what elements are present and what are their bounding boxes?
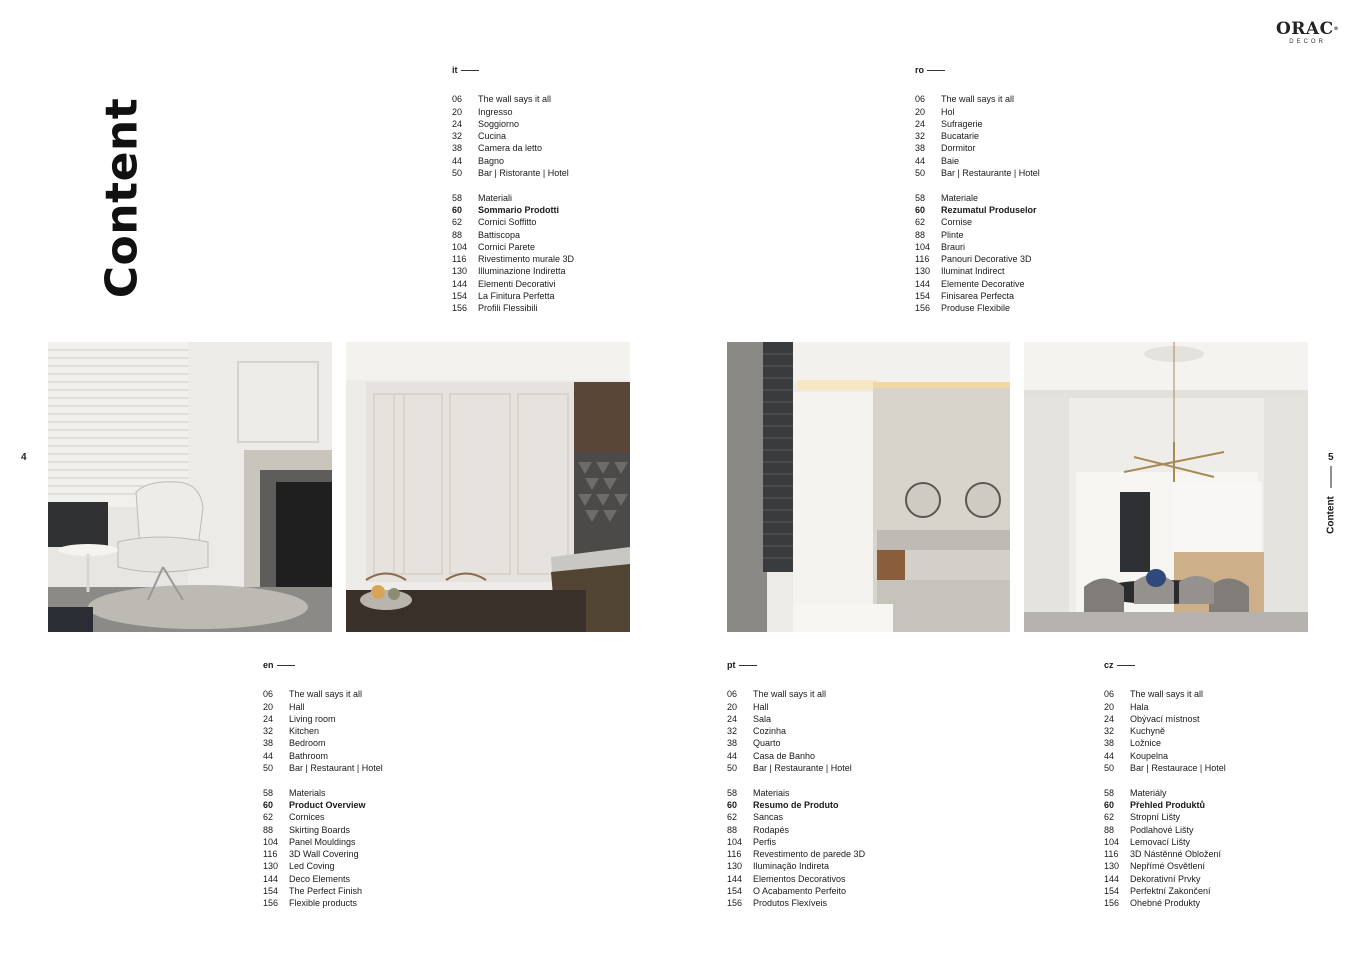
toc-entry — [915, 93, 1040, 105]
toc-entry — [263, 688, 383, 700]
toc-entry-label: Ložnice — [1130, 738, 1162, 749]
toc-entry — [727, 836, 865, 848]
toc-entry — [263, 824, 383, 836]
toc-entry-label: Podlahové Lišty — [1130, 824, 1194, 835]
toc-entry — [452, 241, 574, 253]
toc-entry-label: Hall — [289, 701, 305, 712]
toc-page-number: 50 — [727, 763, 738, 774]
toc-page-number: 38 — [1104, 738, 1115, 749]
toc-page-number: 116 — [1104, 849, 1119, 860]
toc-entry — [915, 241, 1040, 253]
toc-entry-label: Skirting Boards — [289, 824, 351, 835]
toc-entry — [452, 155, 574, 167]
toc-page-number: 58 — [915, 192, 926, 203]
toc-page-number: 24 — [263, 713, 274, 724]
toc-page-number: 44 — [452, 155, 463, 166]
toc-entry — [1104, 737, 1226, 749]
left-page-number: 4 — [21, 452, 27, 463]
toc-entry — [452, 106, 574, 118]
toc-entry-label: Hala — [1130, 701, 1149, 712]
toc-entry — [727, 848, 865, 860]
toc-entry — [452, 290, 574, 302]
toc-entry — [1104, 824, 1226, 836]
toc-page-number: 20 — [727, 701, 738, 712]
toc-page-number: 62 — [452, 217, 463, 228]
toc-entry — [727, 885, 865, 897]
toc-entry — [1104, 750, 1226, 762]
toc-entry-label: Iluminat Indirect — [941, 266, 1005, 277]
toc-entry-label: Koupelna — [1130, 750, 1169, 761]
toc-entry-label: Bar | Ristorante | Hotel — [478, 168, 569, 179]
toc-page-number: 130 — [915, 266, 931, 277]
toc-entry-label: Revestimento de parede 3D — [753, 849, 866, 860]
toc-entry-label: Materiali — [478, 192, 513, 203]
toc-entry-label: Perfis — [753, 836, 777, 847]
toc-entry — [263, 701, 383, 713]
toc-entry — [727, 725, 865, 737]
toc-entry-label: Dekorativní Prvky — [1130, 873, 1201, 884]
language-heading — [263, 659, 383, 671]
language-heading — [727, 659, 865, 671]
toc-page-number: 144 — [727, 873, 743, 884]
toc-entry — [263, 787, 383, 799]
toc-entry — [1104, 897, 1226, 909]
toc-entry — [727, 787, 865, 799]
toc-entry — [452, 130, 574, 142]
toc-page-number: 156 — [915, 303, 931, 314]
toc-entry — [1104, 713, 1226, 725]
toc-page-number: 60 — [263, 799, 274, 810]
toc-page-number: 38 — [263, 738, 274, 749]
toc-entry — [727, 897, 865, 909]
toc-entry — [263, 811, 383, 823]
toc-entry-label: Lemovací Lišty — [1130, 836, 1191, 847]
toc-page-number: 60 — [1104, 799, 1115, 810]
toc-entry — [452, 253, 574, 265]
toc-entry — [452, 204, 574, 216]
toc-entry-label: Bar | Restaurante | Hotel — [753, 763, 852, 774]
toc-page-number: 06 — [263, 689, 274, 700]
toc-ro — [915, 64, 1040, 315]
toc-entry-label: Battiscopa — [478, 229, 521, 240]
toc-page-number: 116 — [263, 849, 278, 860]
toc-entry — [452, 118, 574, 130]
toc-entry-label: Obývací místnost — [1130, 713, 1200, 724]
toc-entry — [263, 799, 383, 811]
toc-entry-label: Nepřímé Osvětlení — [1130, 861, 1206, 872]
toc-page-number: 130 — [452, 266, 468, 277]
toc-entry-label: La Finitura Perfetta — [478, 291, 555, 302]
toc-page-number: 88 — [452, 229, 463, 240]
toc-entry-label: Elementos Decorativos — [753, 873, 846, 884]
toc-pt — [727, 659, 865, 910]
toc-entry-label: Panouri Decorative 3D — [941, 254, 1032, 265]
toc-entry — [1104, 762, 1226, 774]
toc-entry-label: Kitchen — [289, 726, 320, 737]
toc-entry — [915, 155, 1040, 167]
toc-entry-label: Camera da letto — [478, 143, 543, 154]
toc-entry-label: Bar | Restaurant | Hotel — [289, 763, 383, 774]
toc-entry-label: Sufragerie — [941, 118, 983, 129]
toc-page-number: 32 — [1104, 726, 1115, 737]
toc-entry — [915, 216, 1040, 228]
side-content-label — [1326, 466, 1337, 534]
toc-page-number: 156 — [1104, 898, 1120, 909]
content-title: Content — [96, 97, 148, 299]
toc-entry — [263, 762, 383, 774]
toc-page-number: 06 — [452, 94, 463, 105]
toc-entry — [452, 216, 574, 228]
toc-entry-label: Materiály — [1130, 787, 1167, 798]
toc-page-number: 24 — [1104, 713, 1115, 724]
toc-page-number: 154 — [263, 886, 279, 897]
toc-entry-label: Hol — [941, 106, 955, 117]
toc-page-number: 88 — [263, 824, 274, 835]
toc-entry-label: The wall says it all — [941, 94, 1015, 105]
toc-entry — [1104, 885, 1226, 897]
toc-entry-label: Rivestimento murale 3D — [478, 254, 575, 265]
toc-page-number: 144 — [1104, 873, 1120, 884]
toc-page-number: 44 — [915, 155, 926, 166]
toc-entry — [263, 848, 383, 860]
toc-page-number: 20 — [915, 106, 926, 117]
toc-entry-label: Dormitor — [941, 143, 976, 154]
toc-entry-label: The Perfect Finish — [289, 886, 363, 897]
toc-entry — [1104, 688, 1226, 700]
toc-entry-label: Soggiorno — [478, 118, 520, 129]
toc-page-number: 154 — [1104, 886, 1120, 897]
toc-entry-label: Sala — [753, 713, 772, 724]
toc-entry-label: The wall says it all — [289, 689, 363, 700]
toc-page-number: 58 — [452, 192, 463, 203]
toc-page-number: 104 — [263, 836, 279, 847]
toc-page-number: 32 — [727, 726, 738, 737]
toc-page-number: 24 — [727, 713, 738, 724]
toc-entry-label: Deco Elements — [289, 873, 351, 884]
toc-entry — [915, 106, 1040, 118]
toc-page-number: 38 — [727, 738, 738, 749]
toc-page-number: 58 — [263, 787, 274, 798]
toc-it — [452, 64, 574, 315]
toc-entry — [452, 265, 574, 277]
toc-entry — [263, 713, 383, 725]
toc-page-number: 116 — [727, 849, 742, 860]
toc-entry-label: O Acabamento Perfeito — [753, 886, 847, 897]
toc-group-gap — [727, 774, 865, 786]
toc-entry-label: Produse Flexibile — [941, 303, 1011, 314]
side-label-line — [1331, 466, 1332, 488]
language-heading — [915, 64, 1040, 76]
toc-page-number: 58 — [1104, 787, 1115, 798]
toc-entry-label: Panel Mouldings — [289, 836, 356, 847]
toc-entry — [452, 229, 574, 241]
toc-entry-label: Flexible products — [289, 898, 358, 909]
toc-entry-label: Bagno — [478, 155, 505, 166]
toc-page-number: 60 — [915, 204, 926, 215]
toc-entry-label: The wall says it all — [478, 94, 552, 105]
toc-entry-label: Elementi Decorativi — [478, 278, 556, 289]
toc-page-number: 58 — [727, 787, 738, 798]
toc-entry-label: Sommario Prodotti — [478, 204, 560, 215]
toc-entry — [727, 762, 865, 774]
language-code: it — [452, 65, 458, 75]
toc-entry-label: Product Overview — [289, 799, 366, 810]
toc-page-number: 62 — [915, 217, 926, 228]
toc-page-number: 50 — [263, 763, 274, 774]
toc-page-number: 144 — [263, 873, 279, 884]
toc-entry — [1104, 836, 1226, 848]
toc-page-number: 38 — [452, 143, 463, 154]
toc-page-number: 62 — [727, 812, 738, 823]
toc-entry-label: Bucatarie — [941, 131, 980, 142]
toc-entry-label: Iluminação Indireta — [753, 861, 830, 872]
toc-entry — [915, 278, 1040, 290]
language-code: cz — [1104, 660, 1114, 670]
toc-entry-label: Ohebné Produkty — [1130, 898, 1201, 909]
toc-page-number: 44 — [263, 750, 274, 761]
orac-decor-logo — [1276, 20, 1339, 46]
toc-entry — [452, 192, 574, 204]
toc-entry-label: 3D Nástěnné Obložení — [1130, 849, 1222, 860]
toc-page-number: 130 — [1104, 861, 1120, 872]
toc-page-number: 24 — [452, 118, 463, 129]
toc-page-number: 156 — [452, 303, 468, 314]
logo-sub: DECOR — [1289, 39, 1326, 45]
toc-en — [263, 659, 383, 910]
toc-group-gap — [452, 179, 574, 191]
toc-entry — [263, 725, 383, 737]
toc-page-number: 60 — [452, 204, 463, 215]
toc-entry — [727, 713, 865, 725]
toc-page-number: 116 — [452, 254, 467, 265]
toc-entry-label: Bar | Restaurace | Hotel — [1130, 763, 1226, 774]
toc-page-number: 144 — [452, 278, 468, 289]
toc-entry — [263, 836, 383, 848]
toc-page-number: 44 — [727, 750, 738, 761]
toc-entry-label: Ingresso — [478, 106, 513, 117]
toc-page-number: 104 — [452, 241, 468, 252]
toc-entry-label: Cornise — [941, 217, 973, 228]
toc-entry-label: Produtos Flexíveis — [753, 898, 828, 909]
toc-page-number: 24 — [915, 118, 926, 129]
toc-entry-label: Baie — [941, 155, 960, 166]
language-heading — [452, 64, 574, 76]
toc-entry-label: Bedroom — [289, 738, 326, 749]
toc-entry — [452, 167, 574, 179]
toc-entry — [727, 750, 865, 762]
toc-entry-label: Přehled Produktů — [1130, 799, 1206, 810]
dining-room-photo — [1024, 342, 1308, 632]
toc-page-number: 38 — [915, 143, 926, 154]
toc-page-number: 88 — [1104, 824, 1115, 835]
toc-entry — [915, 142, 1040, 154]
toc-entry-label: Brauri — [941, 241, 966, 252]
toc-entry — [915, 265, 1040, 277]
toc-entry-label: Led Coving — [289, 861, 335, 872]
toc-entry-label: Cozinha — [753, 726, 787, 737]
toc-entry — [1104, 811, 1226, 823]
toc-entry — [727, 688, 865, 700]
toc-entry-label: Sancas — [753, 812, 784, 823]
toc-entry — [727, 824, 865, 836]
toc-entry — [915, 290, 1040, 302]
toc-page-number: 88 — [727, 824, 738, 835]
right-page-number: 5 — [1328, 452, 1334, 463]
toc-entry-label: Materials — [289, 787, 326, 798]
toc-group-gap — [915, 179, 1040, 191]
toc-entry — [915, 167, 1040, 179]
toc-page-number: 20 — [1104, 701, 1115, 712]
toc-page-number: 144 — [915, 278, 931, 289]
toc-entry-label: Bathroom — [289, 750, 329, 761]
language-code: pt — [727, 660, 736, 670]
toc-group-gap — [263, 774, 383, 786]
toc-entry-label: Perfektní Zakončení — [1130, 886, 1211, 897]
toc-entry-label: Illuminazione Indiretta — [478, 266, 566, 277]
toc-entry — [263, 860, 383, 872]
toc-entry — [915, 302, 1040, 314]
toc-entry-label: Bar | Restaurante | Hotel — [941, 168, 1040, 179]
toc-entry — [1104, 799, 1226, 811]
toc-entry — [727, 737, 865, 749]
toc-page-number: 154 — [727, 886, 743, 897]
toc-entry — [1104, 701, 1226, 713]
toc-page-number: 154 — [915, 291, 931, 302]
toc-entry — [263, 873, 383, 885]
living-room-photo — [48, 342, 332, 632]
toc-page-number: 156 — [263, 898, 279, 909]
toc-page-number: 130 — [263, 861, 279, 872]
toc-page-number: 06 — [915, 94, 926, 105]
toc-entry — [1104, 787, 1226, 799]
toc-entry-label: Cornici Parete — [478, 241, 536, 252]
toc-page-number: 20 — [263, 701, 274, 712]
toc-page-number: 130 — [727, 861, 743, 872]
toc-entry-label: Materiais — [753, 787, 790, 798]
toc-entry — [1104, 860, 1226, 872]
toc-page-number: 104 — [1104, 836, 1120, 847]
toc-entry-label: Finisarea Perfecta — [941, 291, 1015, 302]
toc-entry — [1104, 725, 1226, 737]
toc-entry — [915, 253, 1040, 265]
toc-page-number: 50 — [452, 168, 463, 179]
toc-page-number: 88 — [915, 229, 926, 240]
language-dash — [277, 665, 295, 666]
toc-entry-label: Cucina — [478, 131, 507, 142]
logo-brand: ORAC® — [1276, 19, 1340, 39]
toc-entry-label: Hall — [753, 701, 769, 712]
toc-entry — [727, 799, 865, 811]
toc-entry — [915, 130, 1040, 142]
toc-page-number: 50 — [915, 168, 926, 179]
toc-entry-label: Cornices — [289, 812, 325, 823]
toc-entry-label: Materiale — [941, 192, 979, 203]
toc-entry-label: Kuchyně — [1130, 726, 1166, 737]
language-dash — [739, 665, 757, 666]
toc-entry — [452, 93, 574, 105]
toc-entry-label: Profili Flessibili — [478, 303, 538, 314]
toc-entry — [915, 204, 1040, 216]
toc-entry — [915, 192, 1040, 204]
toc-entry — [727, 873, 865, 885]
toc-group-gap — [1104, 774, 1226, 786]
toc-page-number: 104 — [727, 836, 743, 847]
toc-entry — [1104, 848, 1226, 860]
side-label-text: Content — [1325, 496, 1337, 534]
toc-entry-label: Elemente Decorative — [941, 278, 1025, 289]
toc-entry — [727, 701, 865, 713]
toc-page-number: 32 — [263, 726, 274, 737]
toc-page-number: 156 — [727, 898, 743, 909]
toc-page-number: 116 — [915, 254, 930, 265]
toc-page-number: 60 — [727, 799, 738, 810]
toc-page-number: 32 — [452, 131, 463, 142]
toc-entry — [263, 897, 383, 909]
bathroom-photo — [727, 342, 1010, 632]
toc-entry — [263, 885, 383, 897]
language-code: en — [263, 660, 274, 670]
toc-entry-label: Cornici Soffitto — [478, 217, 537, 228]
toc-entry-label: Rodapés — [753, 824, 790, 835]
toc-page-number: 32 — [915, 131, 926, 142]
toc-page-number: 44 — [1104, 750, 1115, 761]
kitchen-photo — [346, 342, 630, 632]
toc-entry — [452, 278, 574, 290]
toc-entry — [915, 229, 1040, 241]
toc-entry — [263, 750, 383, 762]
toc-entry-label: The wall says it all — [753, 689, 827, 700]
toc-page-number: 62 — [1104, 812, 1115, 823]
toc-page-number: 06 — [727, 689, 738, 700]
toc-entry-label: Rezumatul Produselor — [941, 204, 1037, 215]
toc-entry-label: Living room — [289, 713, 336, 724]
toc-page-number: 20 — [452, 106, 463, 117]
toc-entry-label: Quarto — [753, 738, 781, 749]
toc-page-number: 154 — [452, 291, 468, 302]
toc-page-number: 104 — [915, 241, 931, 252]
toc-entry — [452, 142, 574, 154]
toc-entry — [727, 860, 865, 872]
language-dash — [1117, 665, 1135, 666]
language-code: ro — [915, 65, 924, 75]
toc-entry-label: 3D Wall Covering — [289, 849, 359, 860]
toc-entry — [915, 118, 1040, 130]
toc-entry-label: Plinte — [941, 229, 964, 240]
toc-entry-label: Stropní Lišty — [1130, 812, 1181, 823]
toc-entry — [263, 737, 383, 749]
language-heading — [1104, 659, 1226, 671]
toc-entry — [452, 302, 574, 314]
language-dash — [927, 70, 945, 71]
toc-cz — [1104, 659, 1226, 910]
toc-entry — [1104, 873, 1226, 885]
toc-entry — [727, 811, 865, 823]
language-dash — [461, 70, 479, 71]
toc-page-number: 62 — [263, 812, 274, 823]
toc-entry-label: Resumo de Produto — [753, 799, 839, 810]
toc-entry-label: The wall says it all — [1130, 689, 1204, 700]
toc-page-number: 06 — [1104, 689, 1115, 700]
toc-entry-label: Casa de Banho — [753, 750, 816, 761]
toc-page-number: 50 — [1104, 763, 1115, 774]
